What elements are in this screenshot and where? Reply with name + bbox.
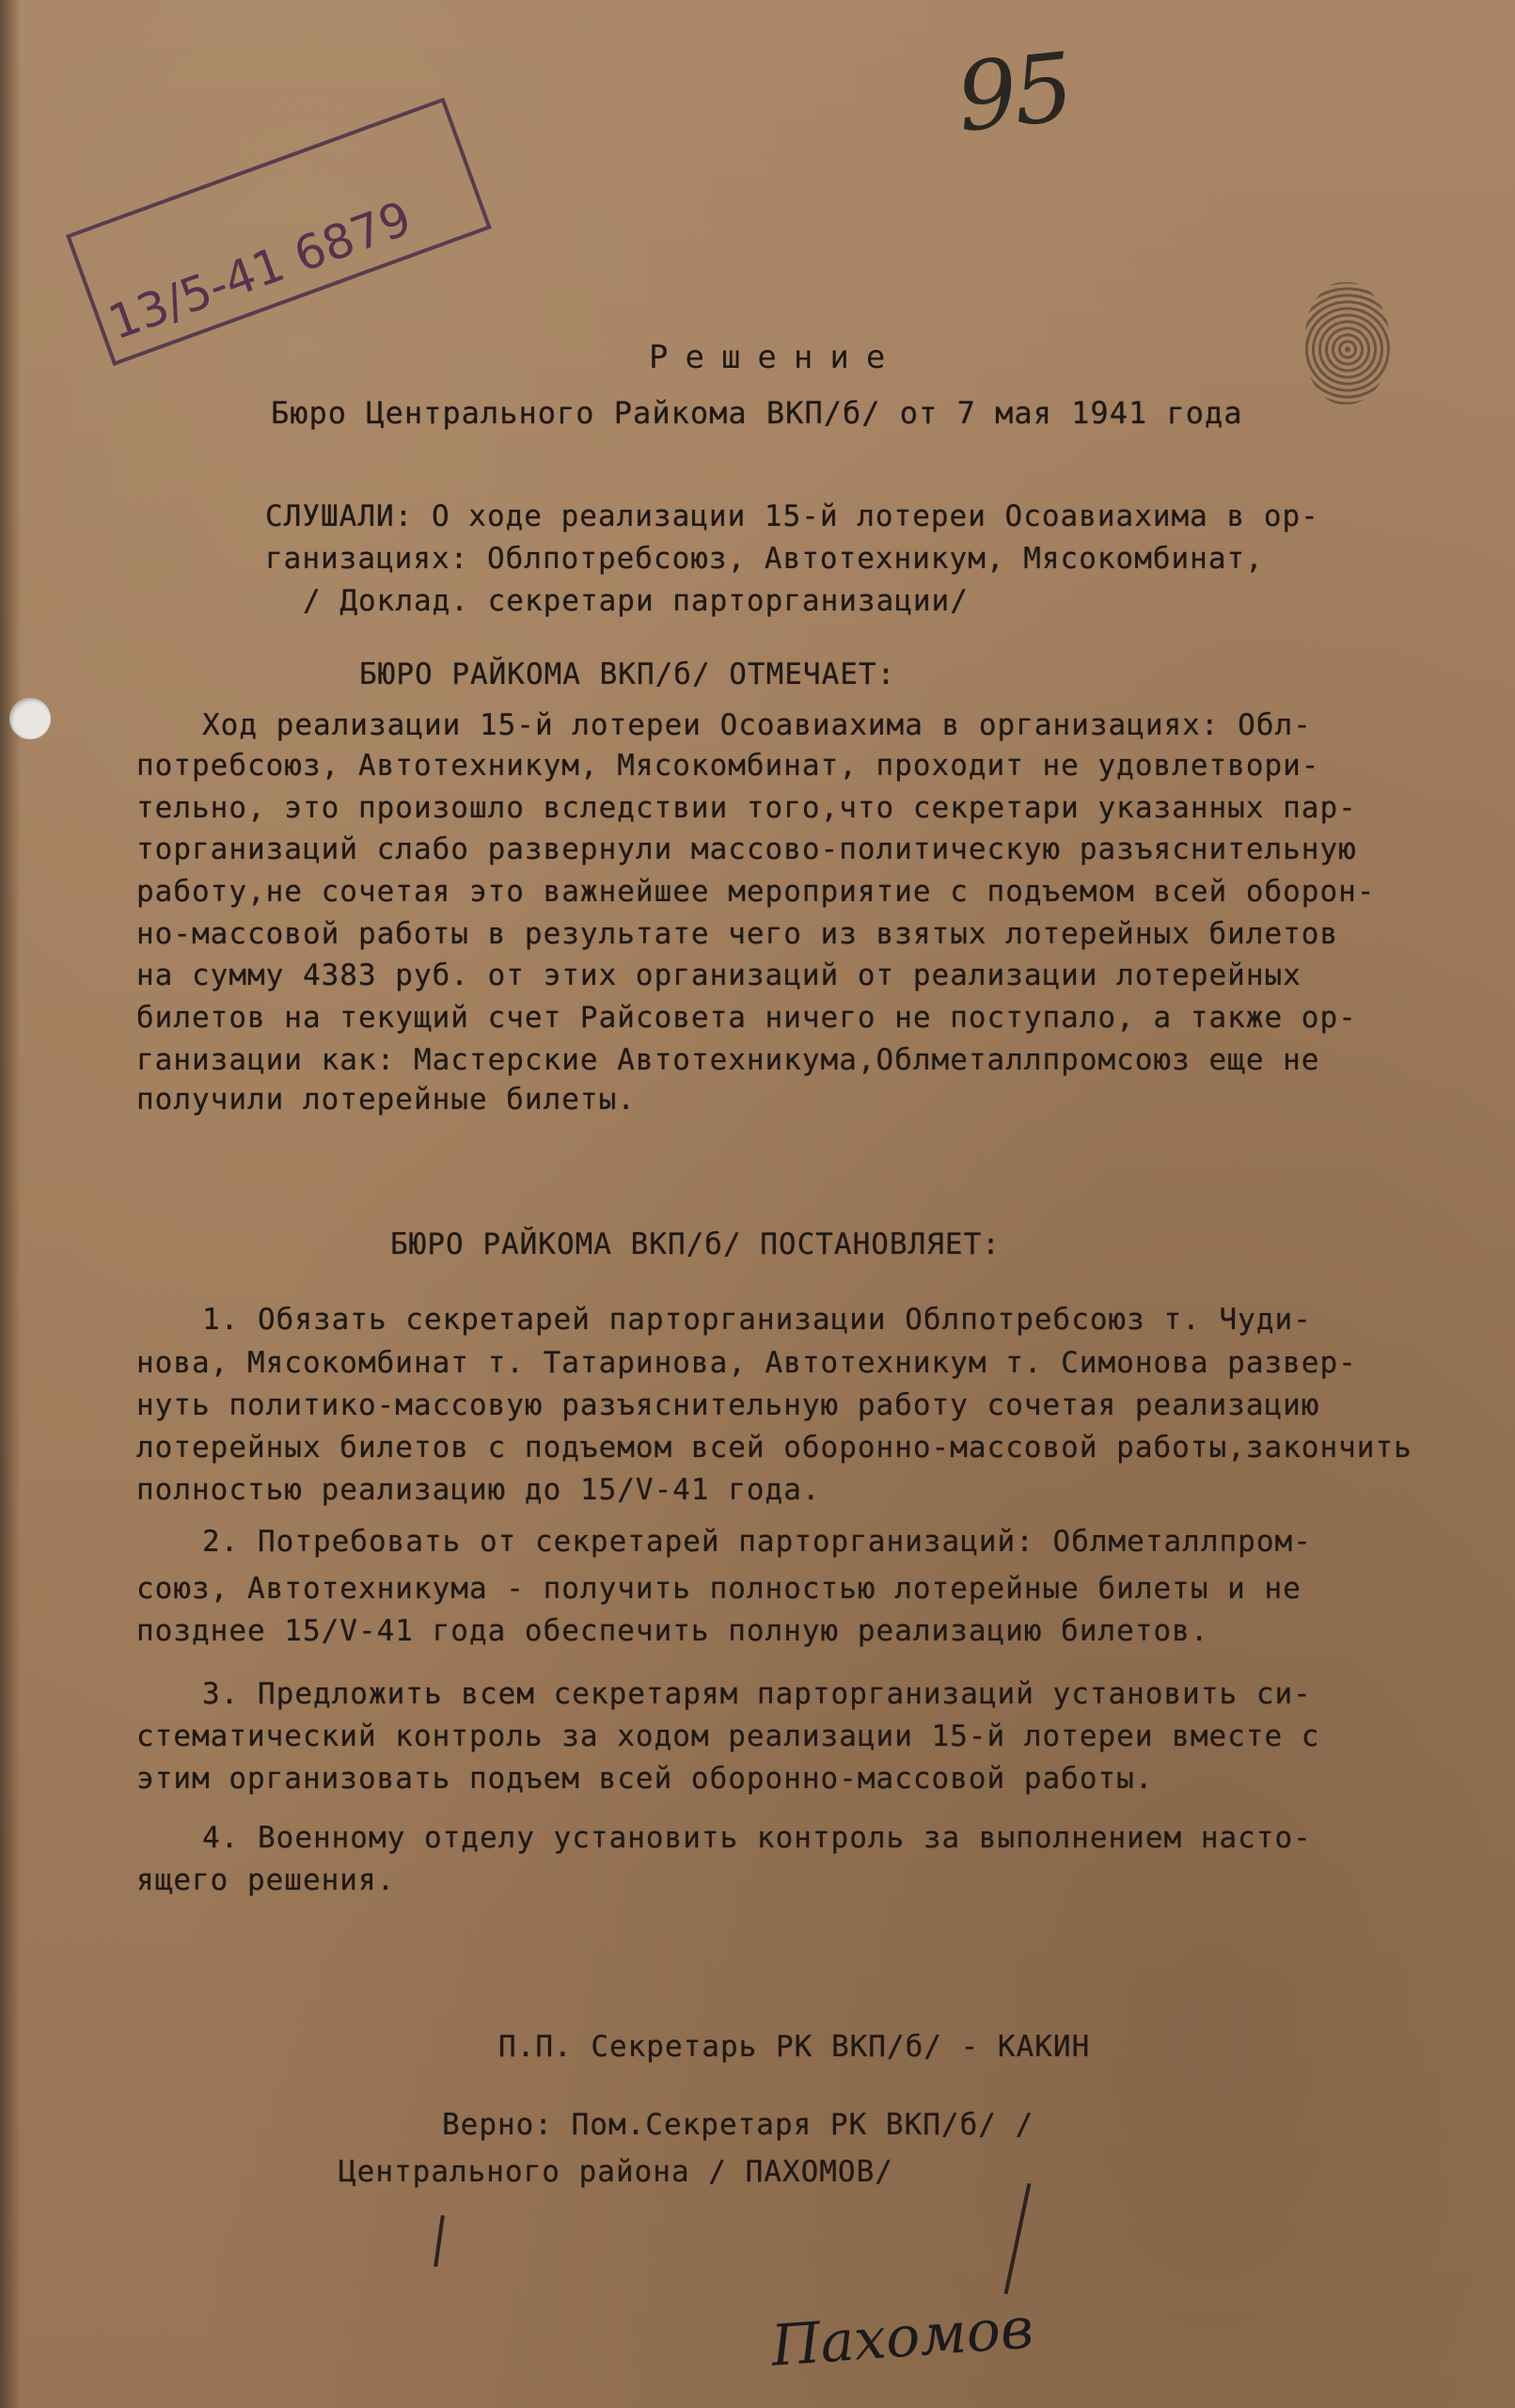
text-line: позднее 15/V-41 года обеспечить полную реализацию билетов. (136, 1614, 1209, 1648)
archive-stamp-text: 13/5-41 6879 (102, 190, 418, 351)
text-line: но-массовой работы в результате чего из взятых лотерейных билетов (136, 917, 1339, 951)
folio-number: 95 (952, 32, 1076, 153)
certification-line: Верно: Пом.Секретаря РК ВКП/б/ / (442, 2108, 1034, 2142)
text-line: 1. Обязать секретарей парторганизации Облпотребсоюз т. Чуди- (202, 1303, 1312, 1337)
text-line: СЛУШАЛИ: О ходе реализации 15-й лотереи Осоавиахима в ор- (265, 499, 1319, 533)
punch-hole (9, 698, 51, 739)
text-line: нова, Мясокомбинат т. Татаринова, Автотехникум т. Симонова развер- (136, 1346, 1357, 1380)
text-line: нуть политико-массовую разъяснительную работу сочетая реализацию (136, 1388, 1320, 1422)
text-line: ящего решения. (136, 1863, 396, 1897)
text-line: потребсоюз, Автотехникум, Мясокомбинат, проходит не удовлетвори- (136, 749, 1320, 783)
text-line: получили лотерейные билеты. (136, 1083, 636, 1117)
text-line: 2. Потребовать от секретарей парторганизаций: Облметаллпром- (202, 1525, 1312, 1559)
text-line: торганизаций слабо развернули массово-политическую разъяснительную (136, 832, 1357, 866)
section-heading: БЮРО РАЙКОМА ВКП/б/ ПОСТАНОВЛЯЕТ: (390, 1228, 1001, 1261)
text-line: этим организовать подъем всей оборонно-массовой работы. (136, 1762, 1154, 1796)
fingerprint-smudge (1305, 282, 1390, 404)
text-line: ганизации как: Мастерские Автотехникума,Облметаллпромсоюз еще не (136, 1043, 1320, 1077)
document-title: Решение (649, 339, 903, 376)
text-line: лотерейных билетов с подъемом всей оборонно-массовой работы,закончить (136, 1431, 1412, 1465)
page-left-edge (0, 0, 21, 2408)
pen-stroke (434, 2215, 445, 2267)
certification-line: Центрального района / ПАХОМОВ/ (339, 2155, 893, 2189)
text-line: на сумму 4383 руб. от этих организаций от реализации лотерейных (136, 958, 1302, 992)
text-line: союз, Автотехникума - получить полностью лотерейные билеты и не (136, 1572, 1302, 1606)
document-subtitle: Бюро Центрального Райкома ВКП/б/ от 7 мая 1941 года (271, 395, 1243, 431)
text-line: 4. Военному отделу установить контроль за выполнением насто- (202, 1821, 1312, 1855)
text-line: билетов на текущий счет Райсовета ничего не поступало, а также ор- (136, 1001, 1357, 1035)
text-line: работу,не сочетая это важнейшее мероприятие с подъемом всей оборон- (136, 875, 1376, 909)
text-line: тельно, это произошло вследствии того,что секретари указанных пар- (136, 791, 1357, 825)
text-line: ганизациях: Облпотребсоюз, Автотехникум, Мясокомбинат, (265, 542, 1264, 576)
text-line: Ход реализации 15-й лотереи Осоавиахима в организациях: Обл- (202, 708, 1312, 742)
pen-stroke (1004, 2183, 1032, 2294)
signatory-line: П.П. Секретарь РК ВКП/б/ - КАКИН (498, 2030, 1091, 2064)
text-line: / Доклад. секретари парторганизации/ (303, 584, 969, 618)
text-line: 3. Предложить всем секретарям парторганизаций установить си- (202, 1677, 1312, 1711)
section-heading: БЮРО РАЙКОМА ВКП/б/ ОТМЕЧАЕТ: (359, 657, 896, 691)
handwritten-signature: Пахомов (768, 2295, 1035, 2380)
text-line: стематический контроль за ходом реализации 15-й лотереи вместе с (136, 1719, 1320, 1753)
text-line: полностью реализацию до 15/V-41 года. (136, 1473, 821, 1507)
